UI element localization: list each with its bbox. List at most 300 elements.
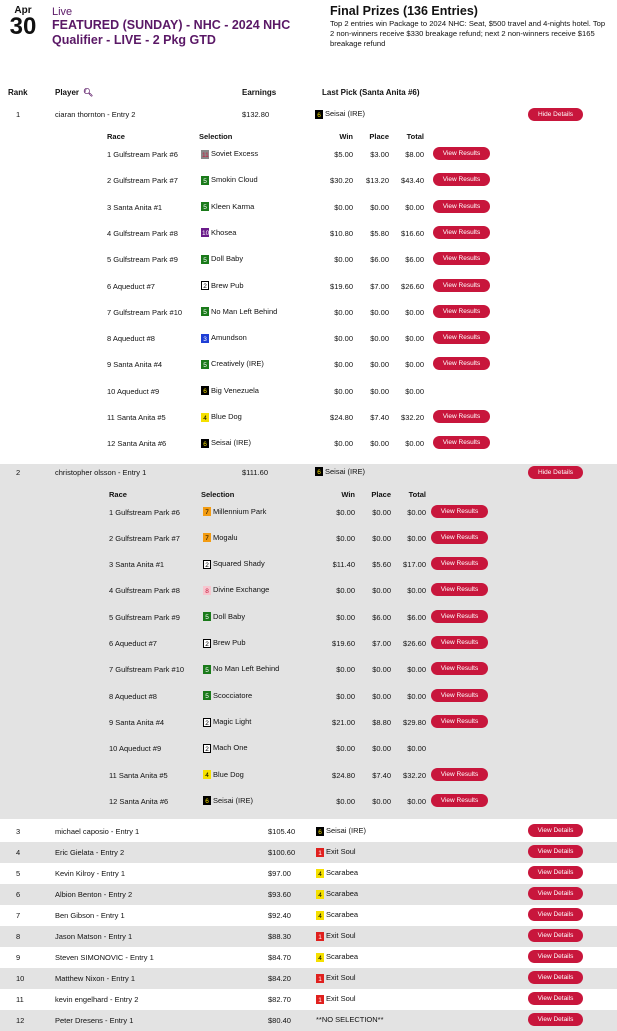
earnings-value: $88.30 [268, 932, 291, 942]
view-results-button[interactable]: View Results [431, 715, 488, 728]
view-results-button[interactable]: View Results [431, 531, 488, 544]
hide-details-button[interactable]: Hide Details [528, 466, 583, 479]
place-value: $0.00 [370, 439, 389, 449]
place-value: $6.00 [370, 255, 389, 265]
program-number-badge: 5 [203, 691, 211, 700]
place-value: $0.00 [372, 507, 391, 517]
view-results-button[interactable]: View Results [431, 794, 488, 807]
program-number-badge: 1 [316, 995, 324, 1004]
program-number-badge: 5 [203, 612, 211, 621]
view-results-button[interactable]: View Results [431, 689, 488, 702]
selection-horse: Brew Pub [211, 280, 244, 290]
selection-horse: Brew Pub [213, 638, 246, 648]
live-status: Live [52, 6, 73, 18]
race-selection [203, 612, 245, 622]
last-pick [316, 1015, 384, 1024]
player-name[interactable]: michael caposio - Entry 1 [55, 827, 140, 837]
total-value: $0.00 [405, 307, 424, 317]
total-value: $0.00 [405, 439, 424, 449]
selection-horse: Blue Dog [213, 769, 244, 779]
program-number-badge: 2 [203, 744, 211, 753]
program-number-badge: 6 [315, 110, 323, 119]
program-number-badge: 6 [316, 827, 324, 836]
race-selection [201, 281, 244, 291]
selection-horse: Soviet Excess [211, 149, 259, 158]
win-value: $24.80 [332, 770, 355, 780]
header-day: 30 [9, 13, 37, 40]
race-name: 11 Santa Anita #5 [107, 413, 166, 422]
program-number-badge: 11 [202, 151, 209, 159]
view-details-button[interactable]: View Details [528, 908, 583, 921]
place-value: $7.40 [370, 413, 389, 422]
race-name: 6 Aqueduct #7 [109, 639, 157, 649]
win-value: $0.00 [334, 307, 353, 317]
player-name[interactable]: Peter Dresens - Entry 1 [55, 1016, 134, 1026]
table-row [0, 1010, 617, 1031]
view-results-button[interactable]: View Results [431, 636, 488, 649]
rank-cell: 6 [16, 890, 21, 900]
program-number-badge: 4 [316, 890, 324, 899]
race-selection [201, 202, 254, 212]
sub-col-selection: Selection [201, 489, 235, 499]
player-name[interactable]: Eric Gielata - Entry 2 [55, 848, 125, 858]
program-number-badge: 7 [203, 507, 211, 516]
total-value: $0.00 [405, 386, 424, 396]
win-value: $0.00 [336, 507, 355, 517]
view-details-button[interactable]: View Details [528, 824, 583, 837]
selection-horse: Squared Shady [213, 559, 265, 569]
program-number-badge: 5 [201, 255, 209, 264]
place-value: $5.60 [372, 560, 391, 570]
total-value: $43.40 [401, 176, 424, 186]
selection-horse: Magic Light [213, 716, 252, 726]
race-name: 8 Aqueduct #8 [107, 334, 155, 344]
view-details-button[interactable]: View Details [528, 866, 583, 879]
race-name: 4 Gulfstream Park #8 [109, 586, 180, 596]
last-pick-horse: Seisai (IRE) [325, 466, 366, 476]
last-pick [316, 868, 358, 878]
place-value: $0.00 [372, 665, 391, 675]
program-number-badge: 1 [316, 974, 324, 983]
race-name: 4 Gulfstream Park #8 [107, 228, 178, 238]
sub-col-total: Total [406, 132, 424, 141]
race-name: 7 Gulfstream Park #10 [107, 307, 183, 317]
win-value: $0.00 [336, 744, 355, 754]
table-row [0, 905, 617, 926]
program-number-badge: 8 [203, 586, 211, 595]
total-value: $0.00 [407, 586, 426, 596]
race-selection [201, 333, 247, 343]
view-results-button[interactable]: View Results [431, 505, 488, 518]
race-selection [203, 743, 248, 753]
place-value: $0.00 [370, 360, 389, 370]
program-number-badge: 4 [316, 869, 324, 878]
rank-cell: 8 [16, 932, 21, 942]
last-pick [316, 826, 366, 836]
race-selection [201, 228, 236, 238]
selection-horse: Doll Baby [213, 611, 246, 621]
program-number-badge: 6 [315, 467, 323, 476]
program-number-badge: 2 [201, 281, 209, 290]
view-results-button[interactable]: View Results [433, 279, 490, 292]
selection-horse: Seisai (IRE) [211, 438, 252, 448]
program-number-badge: 4 [203, 770, 211, 779]
place-value: $0.00 [372, 533, 391, 543]
program-number-badge: 10 [202, 230, 210, 238]
player-name[interactable]: Steven SIMONOVIC - Entry 1 [55, 953, 154, 963]
view-details-button[interactable]: View Details [528, 929, 583, 942]
rank-cell: 11 [16, 995, 24, 1005]
race-name: 9 Santa Anita #4 [109, 717, 165, 727]
place-value: $0.00 [372, 691, 391, 701]
selection-horse: Khosea [211, 227, 237, 237]
rank-cell: 9 [16, 953, 21, 963]
race-selection [201, 412, 242, 422]
place-value: $3.00 [370, 150, 389, 159]
race-selection [201, 386, 259, 396]
earnings-value: $100.60 [268, 848, 296, 858]
race-name: 7 Gulfstream Park #10 [109, 665, 185, 675]
player-name[interactable]: christopher olsson - Entry 1 [55, 467, 147, 477]
view-results-button[interactable]: View Results [433, 252, 490, 265]
race-name: 3 Santa Anita #1 [107, 202, 163, 212]
win-value: $0.00 [334, 202, 353, 212]
view-details-button[interactable]: View Details [528, 845, 583, 858]
last-pick-horse: Scarabea [326, 952, 359, 962]
earnings-value: $80.40 [268, 1016, 291, 1026]
race-name: 8 Aqueduct #8 [109, 691, 157, 701]
col-player[interactable] [55, 88, 93, 97]
last-pick [315, 467, 365, 477]
selection-horse: Doll Baby [211, 254, 244, 264]
program-number-badge: 6 [201, 386, 209, 395]
race-name: 3 Santa Anita #1 [109, 560, 165, 570]
race-selection [203, 533, 238, 543]
race-selection [203, 717, 251, 727]
player-name[interactable]: Kevin Kilroy - Entry 1 [55, 869, 126, 879]
place-value: $13.20 [366, 176, 389, 186]
sub-col-place: Place [369, 132, 389, 141]
earnings-value: $84.70 [268, 953, 291, 963]
selection-horse: Big Venezuela [211, 385, 259, 395]
last-pick-horse: Exit Soul [326, 994, 356, 1004]
view-details-button[interactable]: View Details [528, 971, 583, 984]
race-selection [201, 149, 258, 159]
selection-horse: Smokin Cloud [211, 175, 258, 185]
place-value: $5.80 [370, 228, 389, 238]
selection-horse: Kleen Karma [211, 201, 255, 211]
player-name[interactable]: kevin engelhard - Entry 2 [55, 995, 139, 1005]
race-selection [203, 691, 252, 701]
total-value: $0.00 [407, 744, 426, 754]
total-value: $6.00 [405, 255, 424, 265]
last-pick-horse: Scarabea [326, 868, 359, 878]
selection-horse: Blue Dog [211, 412, 242, 421]
total-value: $16.60 [401, 228, 424, 238]
rank-cell: 1 [16, 110, 21, 119]
program-number-badge: 6 [203, 796, 211, 805]
view-results-button[interactable]: View Results [433, 305, 490, 318]
sub-col-total: Total [408, 489, 426, 499]
selection-horse: Mogalu [213, 532, 238, 542]
place-value: $7.00 [370, 281, 389, 291]
last-pick-horse: Scarabea [326, 910, 359, 920]
last-pick [316, 889, 358, 899]
total-value: $0.00 [407, 507, 426, 517]
program-number-badge: 4 [201, 413, 209, 422]
race-name: 2 Gulfstream Park #7 [107, 176, 178, 186]
total-value: $29.80 [403, 717, 426, 727]
race-selection [203, 664, 279, 674]
race-selection [201, 438, 251, 448]
program-number-badge: 5 [201, 360, 209, 369]
earnings-value: $92.40 [268, 911, 291, 921]
total-value: $32.20 [403, 770, 426, 780]
selection-horse: Divine Exchange [213, 585, 270, 595]
program-number-badge: 5 [203, 665, 211, 674]
player-name[interactable]: Jason Matson - Entry 1 [55, 932, 133, 942]
expanded-entry [0, 106, 617, 462]
view-results-button[interactable]: View Results [431, 662, 488, 675]
race-name: 1 Gulfstream Park #6 [109, 507, 180, 517]
race-name: 9 Santa Anita #4 [107, 360, 163, 370]
view-details-button[interactable]: View Details [528, 992, 583, 1005]
last-pick-horse: Seisai (IRE) [326, 826, 367, 836]
selection-horse: Mach One [213, 743, 248, 753]
total-value: $0.00 [407, 533, 426, 543]
place-value: $6.00 [372, 612, 391, 622]
last-pick-horse: Exit Soul [326, 931, 356, 941]
table-row [0, 926, 617, 947]
last-pick-horse: **NO SELECTION** [316, 1015, 384, 1025]
place-value: $7.40 [372, 770, 391, 780]
table-row [0, 821, 617, 842]
win-value: $21.00 [332, 717, 355, 727]
view-results-button[interactable]: View Results [433, 226, 490, 239]
view-details-button[interactable]: View Details [528, 950, 583, 963]
view-results-button[interactable]: View Results [431, 768, 488, 781]
win-value: $24.80 [330, 413, 353, 422]
prizes-title: Final Prizes (136 Entries) [330, 4, 478, 18]
hide-details-button[interactable]: Hide Details [528, 108, 583, 121]
total-value: $0.00 [405, 202, 424, 212]
sub-col-race: Race [109, 489, 127, 499]
selection-horse: Amundson [211, 333, 247, 343]
win-value: $0.00 [336, 612, 355, 622]
total-value: $32.20 [401, 413, 424, 422]
race-name: 2 Gulfstream Park #7 [109, 533, 180, 543]
race-name: 5 Gulfstream Park #9 [109, 612, 180, 622]
rank-cell: 3 [16, 827, 21, 837]
view-results-button[interactable]: View Results [433, 331, 490, 344]
view-results-button[interactable]: View Results [433, 410, 490, 423]
sub-col-win: Win [339, 132, 353, 141]
view-results-button[interactable]: View Results [433, 147, 490, 160]
place-value: $8.80 [372, 717, 391, 727]
table-row [0, 884, 617, 905]
place-value: $0.00 [370, 386, 389, 396]
table-row [0, 989, 617, 1010]
place-value: $0.00 [372, 744, 391, 754]
view-results-button[interactable]: View Results [433, 200, 490, 213]
sub-col-place: Place [371, 489, 391, 499]
col-player-label: Player [55, 88, 80, 97]
table-row [0, 842, 617, 863]
program-number-badge: 5 [201, 307, 209, 316]
win-value: $0.00 [334, 360, 353, 370]
total-value: $26.60 [403, 639, 426, 649]
win-value: $19.60 [332, 639, 355, 649]
race-selection [201, 307, 277, 317]
selection-horse: No Man Left Behind [213, 664, 280, 674]
table-row [0, 863, 617, 884]
selection-horse: Millennium Park [213, 506, 267, 516]
total-value: $0.00 [405, 360, 424, 370]
prizes-panel [330, 4, 610, 49]
table-row [0, 968, 617, 989]
last-pick [316, 952, 358, 962]
place-value: $0.00 [370, 202, 389, 212]
win-value: $0.00 [336, 665, 355, 675]
earnings-value: $97.00 [268, 869, 291, 879]
earnings-value: $132.80 [242, 110, 270, 119]
earnings-value: $111.60 [242, 467, 268, 477]
race-selection [201, 175, 258, 185]
player-name[interactable]: Matthew Nixon - Entry 1 [55, 974, 136, 984]
program-number-badge: 2 [203, 639, 211, 648]
total-value: $0.00 [407, 691, 426, 701]
rank-cell: 10 [16, 974, 25, 984]
race-name: 1 Gulfstream Park #6 [107, 150, 178, 159]
view-results-button[interactable]: View Results [431, 610, 488, 623]
search-icon[interactable]: 🔍︎ [83, 88, 94, 97]
rank-cell: 12 [16, 1016, 25, 1026]
win-value: $0.00 [336, 586, 355, 596]
win-value: $10.80 [330, 228, 353, 238]
last-pick-horse: Seisai (IRE) [325, 109, 366, 118]
contest-title: FEATURED (SUNDAY) - NHC - 2024 NHC Qualifier - LIVE - 2 Pkg GTD [52, 18, 291, 47]
header-date [6, 5, 40, 38]
earnings-value: $82.70 [268, 995, 291, 1005]
sub-col-win: Win [341, 489, 355, 499]
player-name[interactable]: Ben Gibson - Entry 1 [55, 911, 125, 921]
win-value: $0.00 [334, 439, 353, 449]
total-value: $0.00 [407, 665, 426, 675]
header-month: Apr [14, 5, 32, 16]
program-number-badge: 7 [203, 533, 211, 542]
program-number-badge: 4 [316, 953, 324, 962]
win-value: $0.00 [336, 691, 355, 701]
race-name: 6 Aqueduct #7 [107, 281, 155, 291]
race-selection [203, 507, 266, 517]
race-selection [203, 796, 253, 806]
rank-cell: 2 [16, 467, 21, 477]
view-results-button[interactable]: View Results [431, 557, 488, 570]
selection-horse: Seisai (IRE) [213, 795, 254, 805]
last-pick [315, 109, 365, 119]
win-value: $5.00 [334, 150, 353, 159]
table-row [0, 947, 617, 968]
race-selection [203, 559, 265, 569]
selection-horse: No Man Left Behind [211, 306, 278, 316]
col-earnings: Earnings [242, 88, 277, 97]
earnings-value: $105.40 [268, 827, 296, 837]
place-value: $0.00 [370, 307, 389, 317]
program-number-badge: 5 [201, 176, 209, 185]
last-pick-horse: Scarabea [326, 889, 359, 899]
place-value: $0.00 [372, 796, 391, 806]
rank-cell: 4 [16, 848, 21, 858]
place-value: $0.00 [372, 586, 391, 596]
program-number-badge: 1 [316, 848, 324, 857]
total-value: $17.00 [403, 560, 426, 570]
rank-cell: 7 [16, 911, 21, 921]
race-name: 5 Gulfstream Park #9 [107, 255, 178, 265]
place-value: $0.00 [370, 334, 389, 344]
last-pick [316, 931, 356, 941]
view-results-button[interactable]: View Results [431, 583, 488, 596]
view-details-button[interactable]: View Details [528, 1013, 583, 1026]
last-pick-horse: Exit Soul [326, 847, 356, 857]
view-results-button[interactable]: View Results [433, 436, 490, 449]
program-number-badge: 2 [203, 718, 211, 727]
place-value: $7.00 [372, 639, 391, 649]
rank-cell: 5 [16, 869, 21, 879]
program-number-badge: 3 [201, 334, 209, 343]
program-number-badge: 2 [203, 560, 211, 569]
win-value: $19.60 [330, 281, 353, 291]
expanded-entry [0, 464, 617, 820]
player-name[interactable]: ciaran thornton - Entry 2 [55, 110, 136, 119]
total-value: $26.60 [401, 281, 424, 291]
win-value: $0.00 [334, 334, 353, 344]
sub-col-selection: Selection [199, 132, 233, 141]
selection-horse: Creatively (IRE) [211, 359, 264, 369]
race-name: 12 Santa Anita #6 [109, 796, 169, 806]
last-pick [316, 973, 356, 983]
win-value: $0.00 [334, 386, 353, 396]
total-value: $8.00 [405, 150, 424, 159]
last-pick-horse: Exit Soul [326, 973, 356, 983]
total-value: $0.00 [407, 796, 426, 806]
program-number-badge: 1 [316, 932, 324, 941]
prizes-text: Top 2 entries win Package to 2024 NHC: Seat, $500 travel and 4-nights hotel. Top 2 non-winners receive $330 breakage refund; next 2 non-winners receive $165 breakage refund [330, 19, 606, 48]
view-results-button[interactable]: View Results [433, 357, 490, 370]
last-pick [316, 994, 356, 1004]
sub-col-race: Race [107, 132, 125, 141]
race-selection [203, 638, 246, 648]
last-pick [316, 910, 358, 920]
total-value: $0.00 [405, 334, 424, 344]
race-selection [203, 585, 269, 595]
win-value: $0.00 [334, 255, 353, 265]
total-value: $6.00 [407, 612, 426, 622]
view-results-button[interactable]: View Results [433, 173, 490, 186]
player-name[interactable]: Albion Benton - Entry 2 [55, 890, 133, 900]
last-pick [316, 847, 356, 857]
view-details-button[interactable]: View Details [528, 887, 583, 900]
race-name: 12 Santa Anita #6 [107, 439, 167, 449]
race-selection [203, 770, 244, 780]
program-number-badge: 5 [201, 202, 209, 211]
program-number-badge: 6 [201, 439, 209, 448]
col-last-pick: Last Pick (Santa Anita #6) [322, 88, 420, 97]
win-value: $30.20 [330, 176, 353, 186]
col-rank: Rank [8, 88, 28, 97]
race-selection [201, 359, 264, 369]
earnings-value: $84.20 [268, 974, 291, 984]
race-name: 10 Aqueduct #9 [107, 386, 160, 396]
